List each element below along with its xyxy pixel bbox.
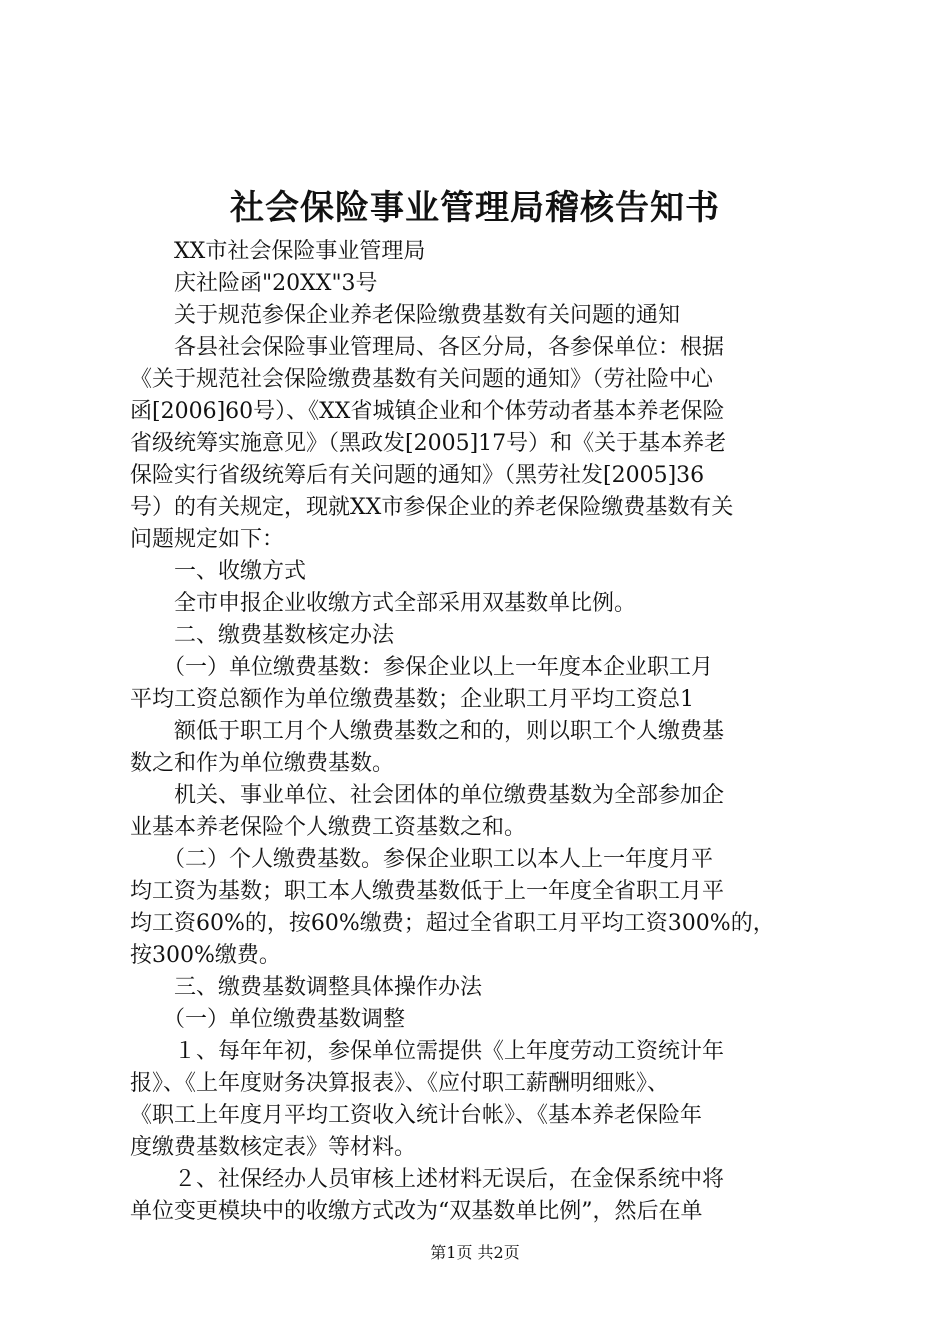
body-line: 单位变更模块中的收缴方式改为“双基数单比例”，然后在单 xyxy=(130,1199,703,1224)
body-line: 保险实行省级统筹后有关问题的通知》（黑劳社发[2005]36 xyxy=(130,463,705,488)
body-line: 一、收缴方式 xyxy=(130,559,307,584)
body-line: １、每年年初，参保单位需提供《上年度劳动工资统计年 xyxy=(130,1039,725,1064)
page-footer: 第1页 共2页 xyxy=(430,1243,520,1262)
body-line: 按300%缴费。 xyxy=(130,943,281,968)
body-line: 函[2006]60号）、《XX省城镇企业和个体劳动者基本养老保险 xyxy=(130,399,725,424)
body-line: 平均工资总额作为单位缴费基数；企业职工月平均工资总1 xyxy=(130,687,694,712)
body-line: 报》、《上年度财务决算报表》、《应付职工薪酬明细账》、 xyxy=(130,1071,670,1096)
body-line: 数之和作为单位缴费基数。 xyxy=(130,751,395,776)
body-line: 庆社险函"20XX"3号 xyxy=(130,271,378,296)
document-body xyxy=(130,236,830,1228)
body-line: 度缴费基数核定表》等材料。 xyxy=(130,1135,417,1160)
body-line: 省级统筹实施意见》（黑政发[2005]17号）和《关于基本养老 xyxy=(130,431,727,456)
body-line: 《职工上年度月平均工资收入统计台帐》、《基本养老保险年 xyxy=(130,1103,703,1128)
body-line: XX市社会保险事业管理局 xyxy=(130,239,426,264)
body-line: 关于规范参保企业养老保险缴费基数有关问题的通知 xyxy=(130,303,681,328)
body-line: 额低于职工月个人缴费基数之和的，则以职工个人缴费基 xyxy=(130,719,725,744)
body-line: 号）的有关规定，现就XX市参保企业的养老保险缴费基数有关 xyxy=(130,495,734,520)
body-line: ２、社保经办人员审核上述材料无误后，在金保系统中将 xyxy=(130,1167,725,1192)
body-line: 三、缴费基数调整具体操作办法 xyxy=(130,975,483,1000)
body-line: 均工资60%的，按60%缴费；超过全省职工月平均工资300%的， xyxy=(130,911,775,936)
body-line: （二）个人缴费基数。参保企业职工以本人上一年度月平 xyxy=(130,847,714,872)
body-line: （一）单位缴费基数调整 xyxy=(130,1007,406,1032)
body-line: 各县社会保险事业管理局、各区分局，各参保单位：根据 xyxy=(130,335,725,360)
body-line: 业基本养老保险个人缴费工资基数之和。 xyxy=(130,815,527,840)
body-line: 机关、事业单位、社会团体的单位缴费基数为全部参加企 xyxy=(130,783,725,808)
body-line: 全市申报企业收缴方式全部采用双基数单比例。 xyxy=(130,591,637,616)
body-line: 二、缴费基数核定办法 xyxy=(130,623,395,648)
document-title: 社会保险事业管理局稽核告知书 xyxy=(230,188,720,228)
body-line: 均工资为基数；职工本人缴费基数低于上一年度全省职工月平 xyxy=(130,879,725,904)
body-line: 《关于规范社会保险缴费基数有关问题的通知》（劳社险中心 xyxy=(130,367,714,392)
body-line: 问题规定如下： xyxy=(130,527,285,552)
body-line: （一）单位缴费基数：参保企业以上一年度本企业职工月 xyxy=(130,655,714,680)
